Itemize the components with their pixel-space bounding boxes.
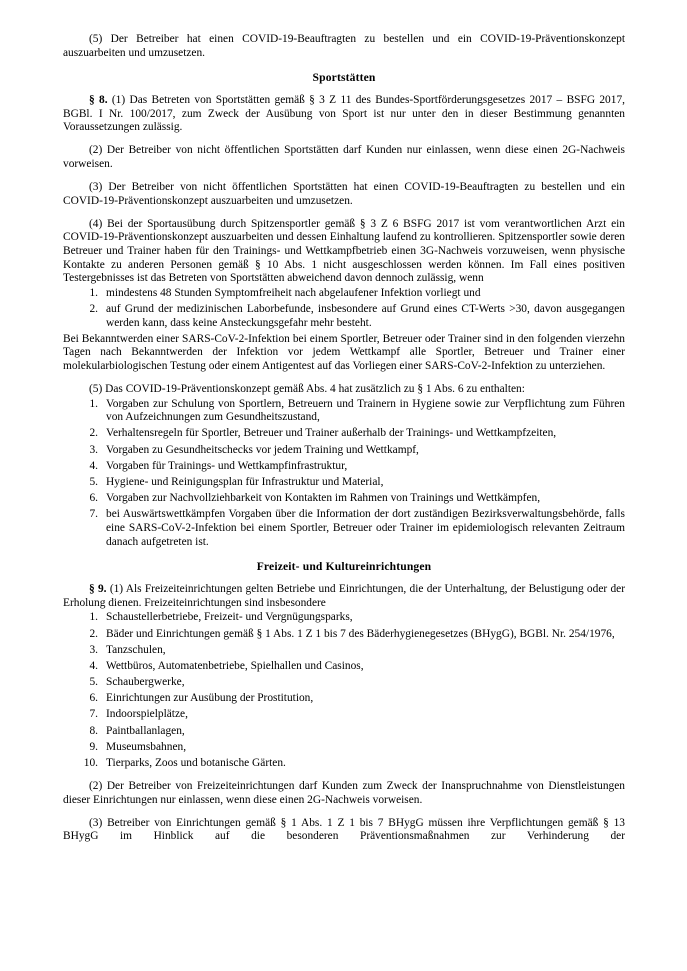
list-item-label: bei Auswärtswettkämpfen Vorgaben über die Information der dort zuständigen Bezirksverwaltungsbehörde, falls eine SARS-CoV-2-Infektion bei einem Sportler, Betreuer oder Trainer im epidemiologisch relevanten Zeitraum danach aufgetreten ist. <box>106 508 625 548</box>
list-item-number: 6. <box>89 692 98 705</box>
list-item <box>63 460 625 474</box>
list-item-label: Schaubergwerke, <box>106 676 185 689</box>
list-item <box>63 660 625 674</box>
list-item-number: 10. <box>83 757 98 770</box>
list-item-label: Schaustellerbetriebe, Freizeit- und Vergnügungsparks, <box>106 611 353 624</box>
list-item-number: 1. <box>89 397 98 410</box>
paragraph-7-abs-5: (5) Der Betreiber hat einen COVID-19-Beauftragten zu bestellen und ein COVID-19-Präventionskonzept auszuarbeiten und umzusetzen. <box>63 33 625 59</box>
list-9-abs-1 <box>63 611 625 770</box>
list-item-label: Indoorspielplätze, <box>106 708 188 721</box>
list-item-number: 1. <box>89 611 98 624</box>
list-item <box>63 611 625 625</box>
list-item-number: 1. <box>89 286 98 299</box>
list-item-number: 7. <box>89 708 98 721</box>
list-item <box>63 427 625 441</box>
list-item-number: 9. <box>89 740 98 753</box>
list-item <box>63 492 625 506</box>
list-item <box>63 644 625 658</box>
paragraph-8-abs-1 <box>63 94 625 135</box>
list-item <box>63 476 625 490</box>
list-item-number: 2. <box>89 427 98 440</box>
list-item-number: 4. <box>89 659 98 672</box>
list-item-label: Wettbüros, Automatenbetriebe, Spielhallen und Casinos, <box>106 659 364 672</box>
list-item-label: Paintballanlagen, <box>106 724 185 737</box>
list-item-number: 8. <box>89 724 98 737</box>
list-item <box>63 741 625 755</box>
list-item-label: Museumsbahnen, <box>106 740 187 753</box>
list-item-label: Vorgaben für Trainings- und Wettkampfinfrastruktur, <box>106 459 348 472</box>
list-item <box>63 692 625 706</box>
list-item <box>63 398 625 425</box>
list-item-label: auf Grund der medizinischen Laborbefunde, insbesondere auf Grund eines CT-Werts >30, davon ausgegangen werden kann, dass keine Ansteckungsgefahr mehr besteht. <box>106 303 625 329</box>
list-item-number: 4. <box>89 459 98 472</box>
list-item-number: 5. <box>89 676 98 689</box>
list-item <box>63 287 625 301</box>
list-item-label: mindestens 48 Stunden Symptomfreiheit nach abgelaufener Infektion vorliegt und <box>106 286 481 299</box>
list-8-abs-4 <box>63 287 625 330</box>
document-body <box>63 33 625 844</box>
paragraph-8-abs-5: (5) Das COVID-19-Präventionskonzept gemäß Abs. 4 hat zusätzlich zu § 1 Abs. 6 zu enthalten: <box>89 383 525 396</box>
paragraph-9-abs-1-text: (1) Als Freizeiteinrichtungen gelten Betriebe und Einrichtungen, die der Unterhaltung, der Belustigung oder der Erholung dienen. Freizeiteinrichtungen sind insbesondere <box>63 583 625 609</box>
list-item-label: Tanzschulen, <box>106 643 166 656</box>
list-item <box>63 444 625 458</box>
paragraph-8-abs-1-text: (1) Das Betreten von Sportstätten gemäß § 3 Z 11 des Bundes-Sportförderungsgesetzes 2017 – BSFG 2017, BGBl. I Nr. 100/2017, zum Zweck der Ausübung von Sport ist nur unter den in dieser Bestimmung genannten Voraussetzungen zulässig. <box>63 94 625 134</box>
list-item-label: Einrichtungen zur Ausübung der Prostitution, <box>106 692 314 705</box>
paragraph-8-abs-2: (2) Der Betreiber von nicht öffentlichen Sportstätten darf Kunden nur einlassen, wenn diese einen 2G-Nachweis vorweisen. <box>63 144 625 171</box>
list-item-label: Verhaltensregeln für Sportler, Betreuer und Trainer außerhalb der Trainings- und Wettkampfzeiten, <box>106 427 557 440</box>
heading-freizeit-und-kultureinrichtungen: Freizeit- und Kultureinrichtungen <box>256 560 432 574</box>
list-item <box>63 628 625 642</box>
heading-sportstaetten: Sportstätten <box>312 71 376 85</box>
list-item-label: Tierparks, Zoos und botanische Gärten. <box>106 757 286 770</box>
list-item-number: 3. <box>89 643 98 656</box>
list-item-label: Hygiene- und Reinigungsplan für Infrastruktur und Material, <box>106 476 384 488</box>
list-8-abs-5 <box>63 398 625 550</box>
paragraph-9-abs-1 <box>63 583 625 610</box>
paragraph-9-abs-3: (3) Betreiber von Einrichtungen gemäß § 1 Abs. 1 Z 1 bis 7 BHygG müssen ihre Verpflichtungen gemäß § 13 BHygG im Hinblick auf die besonderen Präventionsmaßnahmen zur Verhinderung der <box>63 816 625 843</box>
list-item <box>63 676 625 690</box>
paragraph-8-abs-4-tail: Bei Bekanntwerden einer SARS-CoV-2-Infektion bei einem Sportler, Betreuer oder Trainer sind in den folgenden vierzehn Tagen nach Bekanntwerden der Infektion vor jedem Wettkampf alle Sportler, Betreuer und Trainer einer molekularbiologischen Testung oder einem Antigentest auf das Vorliegen einer SARS-CoV-2-Infektion zu unterziehen. <box>63 332 625 372</box>
paragraph-9-abs-2: (2) Der Betreiber von Freizeiteinrichtungen darf Kunden zum Zweck der Inanspruchnahme von Dienstleistungen dieser Einrichtungen nur einlassen, wenn diese einen 2G-Nachweis vorweisen. <box>63 780 625 806</box>
list-item-label: Vorgaben zur Nachvollziehbarkeit von Kontakten im Rahmen von Trainings und Wettkämpfen, <box>106 492 541 505</box>
list-item <box>63 725 625 739</box>
paragraph-8-abs-4: (4) Bei der Sportausübung durch Spitzensportler gemäß § 3 Z 6 BSFG 2017 ist vom verantwortlichen Arzt ein COVID-19-Präventionskonzept auszuarbeiten und dessen Einhaltung laufend zu kontrollieren. Spitzensportler sowie deren Betreuer und Trainer haben für den Trainings- und Wettkampfbetrieb einen 3G-Nachweis vorzuweisen, wenn physische Kontakte zu anderen Personen gemäß § 10 Abs. 1 nicht ausgeschlossen werden können. Im Fall eines positiven Testergebnisses ist das Betreten von Sportstätten abweichend davon dennoch zulässig, wenn <box>63 217 625 285</box>
list-item-label: Bäder und Einrichtungen gemäß § 1 Abs. 1 Z 1 bis 7 des Bäderhygienegesetzes (BHygG), BGBl. Nr. 254/1976, <box>106 627 615 640</box>
list-item-label: Vorgaben zur Schulung von Sportlern, Betreuern und Trainern in Hygiene sowie zur Verpflichtung zum Führen von Aufzeichnungen zum Gesundheitszustand, <box>106 397 625 424</box>
list-item-number: 7. <box>89 508 98 521</box>
list-item-number: 3. <box>89 443 98 456</box>
list-item-number: 6. <box>89 492 98 505</box>
list-item-number: 2. <box>89 627 98 640</box>
section-marker-9: § 9. <box>89 583 107 596</box>
paragraph-8-abs-3: (3) Der Betreiber von nicht öffentlichen Sportstätten hat einen COVID-19-Beauftragten zu bestellen und ein COVID-19-Präventionskonzept auszuarbeiten und umzusetzen. <box>63 181 625 207</box>
list-item-number: 5. <box>89 476 98 488</box>
section-marker-8: § 8. <box>89 94 108 107</box>
list-item <box>63 708 625 722</box>
list-item-label: Vorgaben zu Gesundheitschecks vor jedem Training und Wettkampf, <box>106 443 419 456</box>
list-item <box>63 303 625 330</box>
list-item <box>63 757 625 771</box>
list-item-number: 2. <box>89 303 98 315</box>
list-item <box>63 508 625 549</box>
